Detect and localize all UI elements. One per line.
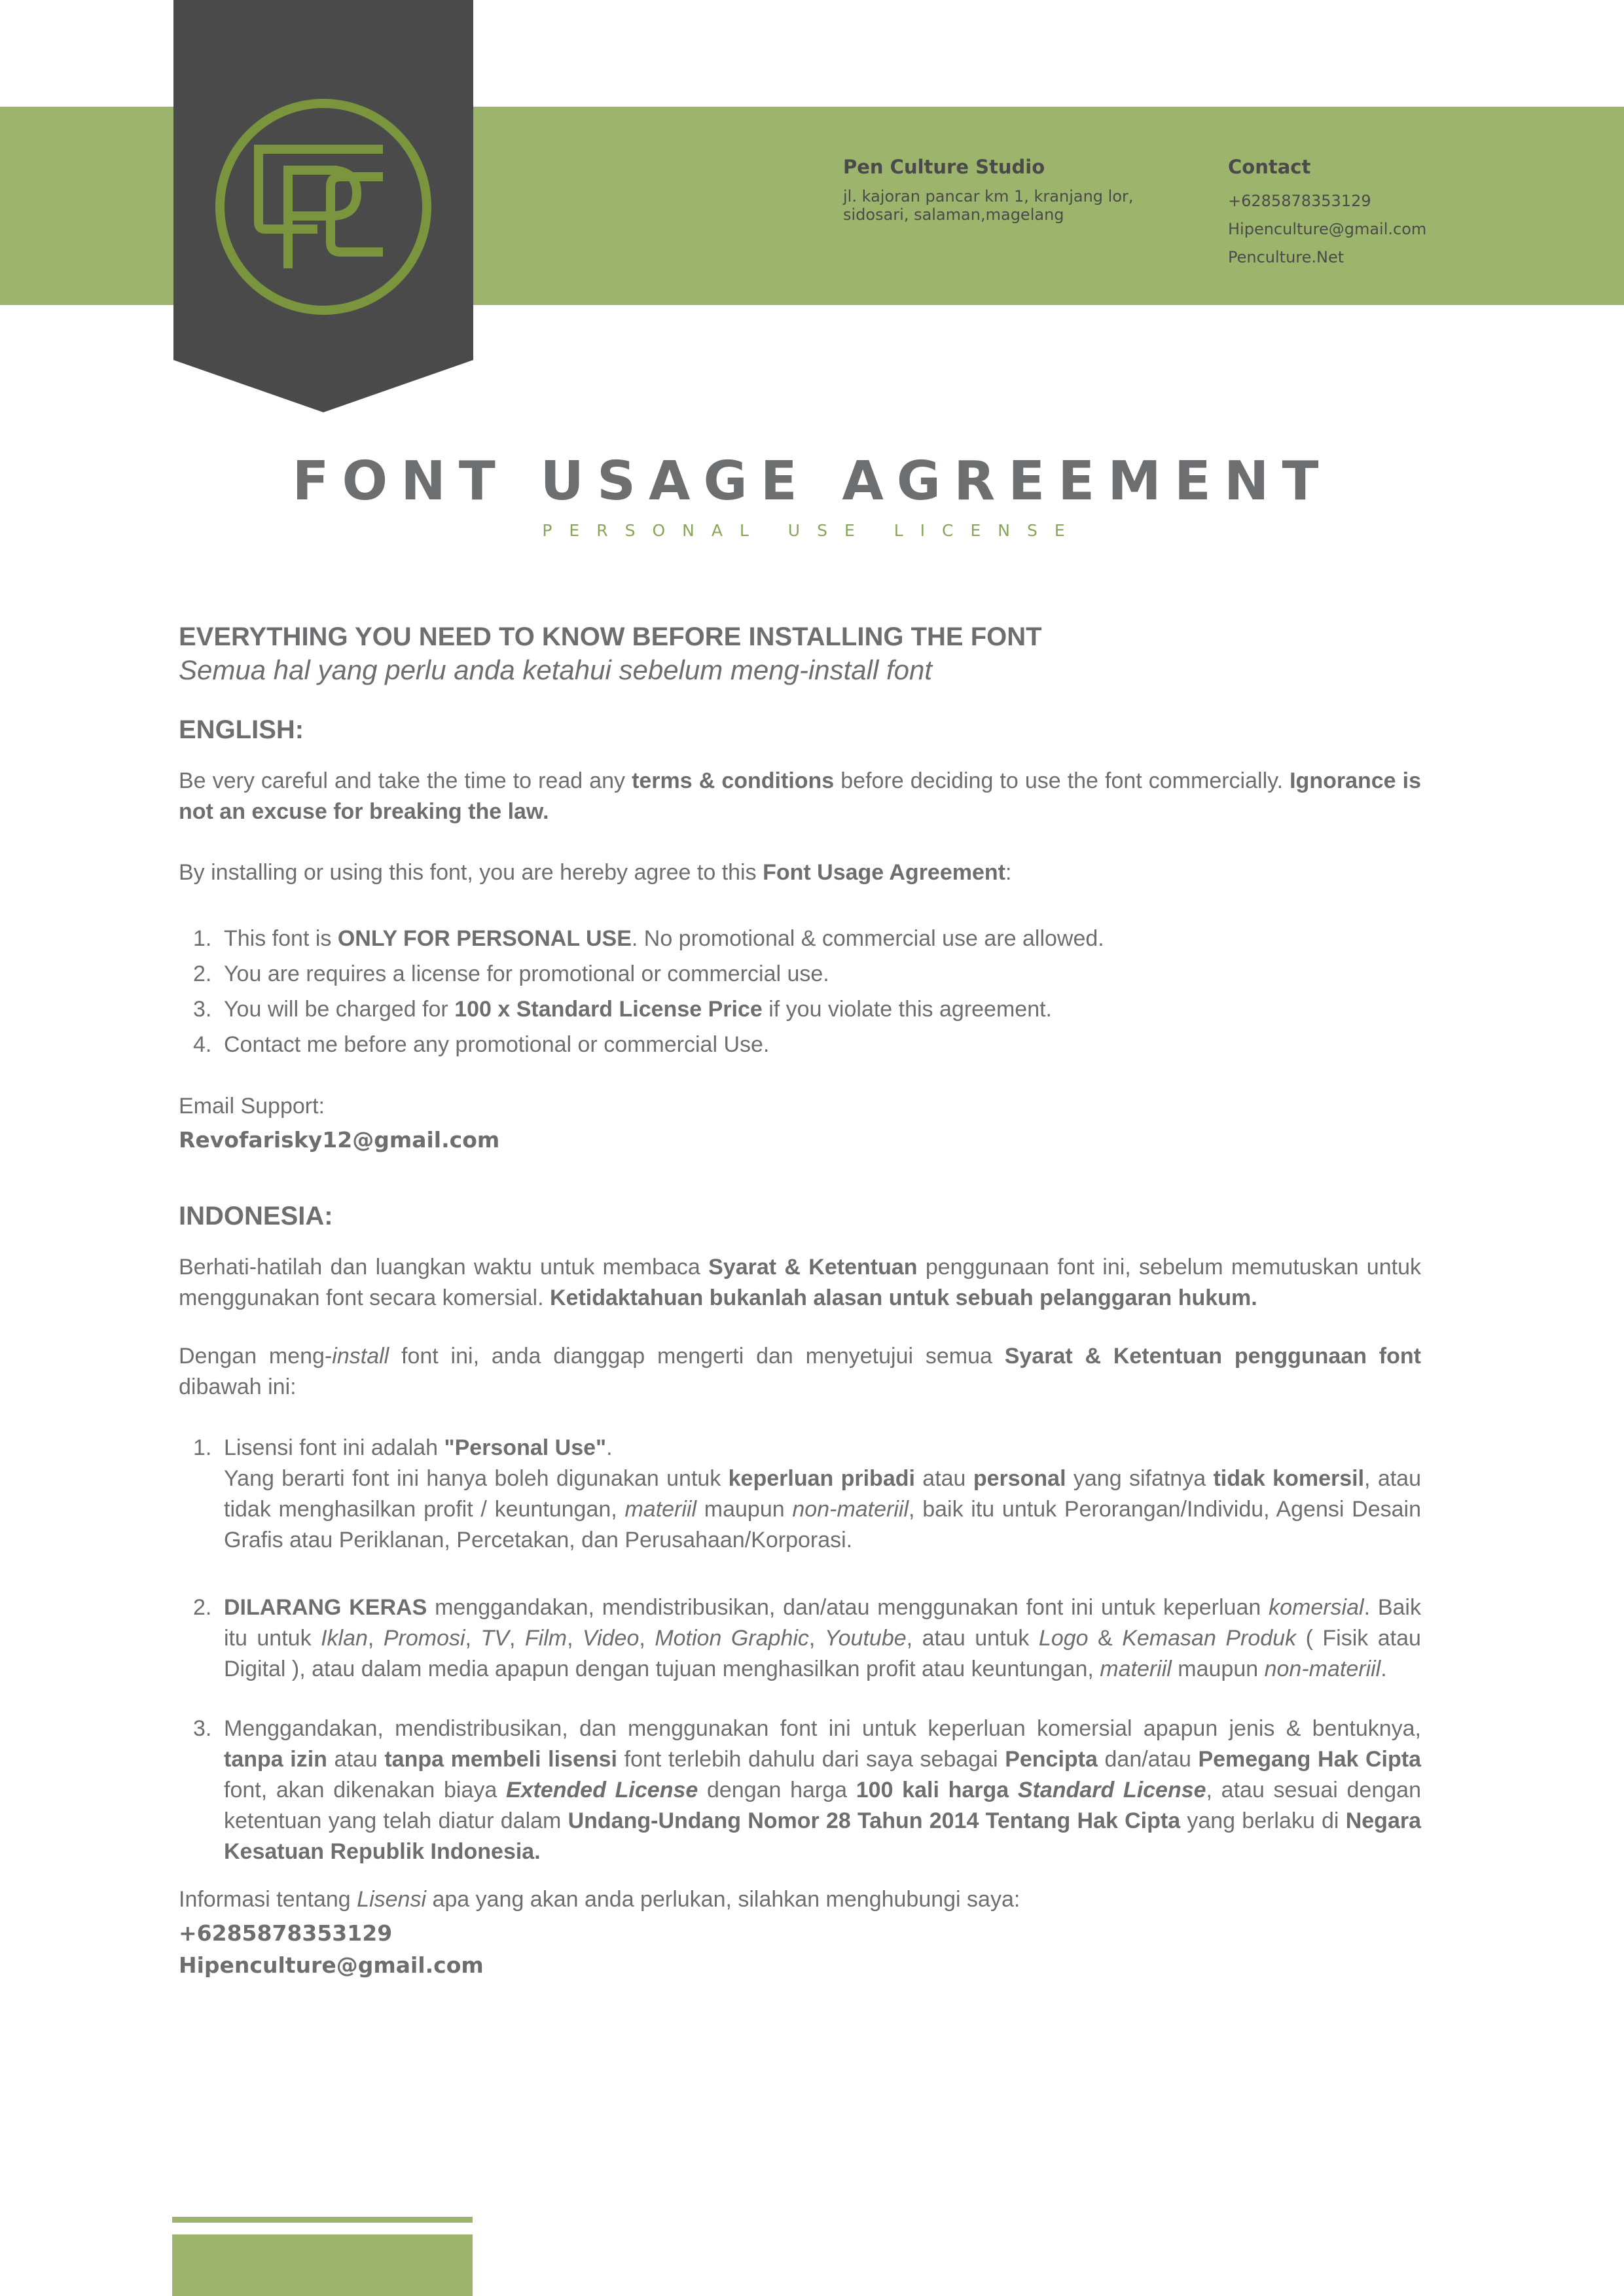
studio-title: Pen Culture Studio: [843, 156, 1045, 178]
contact-email: Hipenculture@gmail.com: [1228, 220, 1427, 238]
studio-address-line: jl. kajoran pancar km 1, kranjang lor,: [843, 187, 1134, 206]
list-item: 1. This font is ONLY FOR PERSONAL USE. No promotional & commercial use are allowed.: [193, 926, 1104, 951]
indonesia-heading: INDONESIA:: [179, 1202, 333, 1230]
page-subtitle: PERSONAL USE LICENSE: [542, 521, 1082, 540]
english-list: [179, 921, 1421, 1062]
footer-block: [172, 2234, 473, 2296]
english-paragraph: Be very careful and take the time to read any terms & conditions before deciding to use the font commercially. Ignorance is not an excuse for breaking the law.: [179, 768, 1421, 824]
indonesia-paragraph: Dengan meng-install font ini, anda dianggap mengerti dan menyetujui semua Syarat & Ketentuan penggunaan font dibawah ini:: [179, 1344, 1421, 1399]
list-item: 2. DILARANG KERAS menggandakan, mendistribusikan, dan/atau menggunakan font ini untuk keperluan komersial. Baik itu untuk Iklan, Promosi, TV, Film, Video, Motion Graphic, Youtube, atau untuk Logo & Kemasan Produk ( Fisik atau Digital ), atau dalam media apapun dengan tujuan menghasilkan profit atau keuntungan, materiil maupun non-materiil.: [193, 1595, 1421, 1681]
english-paragraph: By installing or using this font, you are hereby agree to this Font Usage Agreement:: [179, 860, 1012, 885]
list-item: 3. Menggandakan, mendistribusikan, dan menggunakan font ini untuk keperluan komersial apapun jenis & bentuknya, tanpa izin atau tanpa membeli lisensi font terlebih dahulu dari saya sebagai Pencipta dan/atau Pemegang Hak Cipta font, akan dikenakan biaya Extended License dengan harga 100 kali harga Standard License, atau sesuai dengan ketentuan yang telah diatur dalam Undang-Undang Nomor 28 Tahun 2014 Tentang Hak Cipta yang berlaku di Negara Kesatuan Republik Indonesia.: [193, 1716, 1421, 1864]
agreement-body: [179, 620, 1421, 1981]
info-phone[interactable]: +6285878353129: [179, 1920, 393, 1946]
intro-subheading: Semua hal yang perlu anda ketahui sebelum meng-install font: [179, 655, 933, 685]
contact-phone: +6285878353129: [1228, 192, 1371, 210]
indonesia-paragraph: Berhati-hatilah dan luangkan waktu untuk membaca Syarat & Ketentuan penggunaan font ini, sebelum memutuskan untuk menggunakan font secara komersial. Ketidaktahuan bukanlah alasan untuk sebuah pelanggaran hukum.: [179, 1255, 1421, 1310]
studio-address-line: sidosari, salaman,magelang: [843, 206, 1064, 224]
page-title: FONT USAGE AGREEMENT: [292, 450, 1332, 512]
list-item: 1. Lisensi font ini adalah "Personal Use". Yang berarti font ini hanya boleh digunakan untuk keperluan pribadi atau personal yang sifatnya tidak komersil, atau tidak menghasilkan profit / keuntungan, materiil maupun non-materiil, baik itu untuk Perorangan/Individu, Agensi Desain Grafis atau Periklanan, Percetakan, dan Perusahaan/Korporasi.: [193, 1435, 1421, 1552]
contact-info: [1228, 156, 1555, 272]
studio-info: [843, 156, 1197, 224]
list-item: 3. You will be charged for 100 x Standard License Price if you violate this agreement.: [193, 997, 1052, 1022]
support-email[interactable]: Revofarisky12@gmail.com: [179, 1127, 500, 1153]
contact-website: Penculture.Net: [1228, 248, 1344, 266]
list-item: 2. You are requires a license for promotional or commercial use.: [193, 961, 829, 986]
logo-ribbon: [173, 0, 473, 412]
list-item: 4. Contact me before any promotional or commercial Use.: [193, 1032, 770, 1057]
intro-heading: EVERYTHING YOU NEED TO KNOW BEFORE INSTALLING THE FONT: [179, 622, 1042, 651]
info-email[interactable]: Hipenculture@gmail.com: [179, 1952, 484, 1978]
indonesia-list: [179, 1433, 1421, 1867]
footer-divider: [172, 2217, 473, 2223]
support-label: Email Support:: [179, 1094, 325, 1119]
indonesia-info: Informasi tentang Lisensi apa yang akan anda perlukan, silahkan menghubungi saya:: [179, 1887, 1020, 1912]
english-heading: ENGLISH:: [179, 715, 304, 744]
contact-title: Contact: [1228, 156, 1311, 178]
